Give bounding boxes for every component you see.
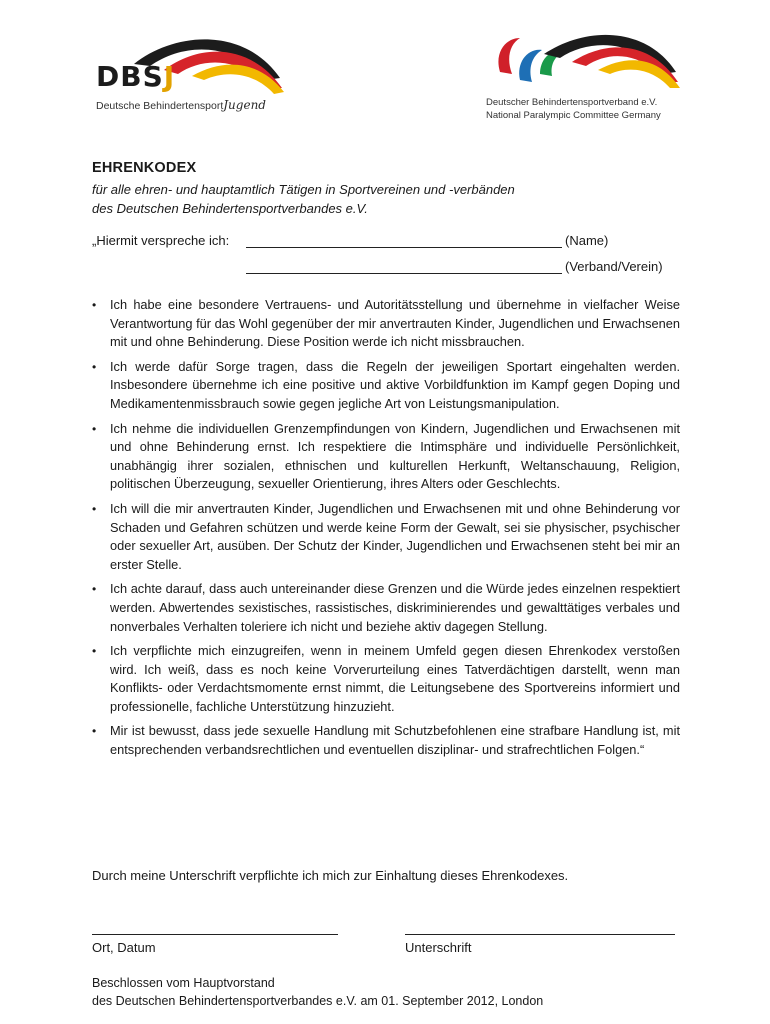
closing-statement: Durch meine Unterschrift verpflichte ich mich zur Einhaltung dieses Ehrenkodexes. [92,868,569,883]
bullet-text: Mir ist bewusst, dass jede sexuelle Handlung mit Schutzbefohlenen eine strafbare Handlung ist, mit entsprechenden verbandsrechtlichen und eventuellen disziplinar- und strafrechtlichen Folgen.“ [110,723,680,758]
list-item [90,500,680,574]
bullet-text: Ich achte darauf, dass auch untereinander diese Grenzen und die Würde jedes einzelnen respektiert werden. Abwertendes sexistisches, rassistisches, diskriminierendes und gewalttätiges verbales und nonverbales Verhalten toleriere ich nicht und beziehe aktiv dagegen Stellung. [110,581,680,634]
footer-line-1: Beschlossen vom Hauptvorstand [92,976,275,990]
verband-field-line[interactable] [246,273,562,274]
bullet-icon: • [92,501,97,516]
dbs-logo [486,28,686,123]
promise-section [92,233,712,283]
list-item [90,296,680,352]
list-item [90,722,680,759]
dbsj-logo [94,30,294,120]
subtitle-line-1: für alle ehren- und hauptamtlich Tätigen in Sportvereinen und -verbänden [92,182,515,197]
bullet-text: Ich will die mir anvertrauten Kinder, Jugendlichen und Erwachsenen mit und ohne Behinderung vor Schaden und Gefahren schützen und werde keine Form der Gewalt, sei sie physischer, psychischer oder sexueller Art, ausüben. Der Schutz der Kinder, Jugendlichen und Erwachsenen steht bei mir an erster Stelle. [110,500,680,572]
dbs-organization-name [486,96,661,122]
code-bullet-list [90,296,680,766]
dbs-name-en: National Paralympic Committee Germany [486,110,661,121]
list-item [90,358,680,414]
signature-field-line[interactable] [405,934,675,935]
signature-label: Unterschrift [405,940,472,955]
bullet-text: Ich werde dafür Sorge tragen, dass die Regeln der jeweiligen Sportart eingehalten werden. Insbesondere übernehme ich eine positive und aktive Vorbildfunktion im Kampf gegen Doping und Medikamentenmissbrauch sowie gegen jegliche Art von Leistungsmanipulation. [110,358,680,411]
name-field-label: (Name) [565,233,609,248]
dbsj-subline: Deutsche BehindertensportJugend [96,98,266,112]
list-item [90,580,680,636]
dbsj-wordmark: DBSJ [96,60,176,93]
bullet-icon: • [92,644,97,659]
dbs-swoosh-icon [486,28,686,92]
ort-datum-label: Ort, Datum [92,940,156,955]
footer-line-2: des Deutschen Behindertensportverbandes e.V. am 01. September 2012, London [92,993,544,1008]
ort-datum-field-line[interactable] [92,934,338,935]
document-subtitle [92,181,692,218]
list-item [90,642,680,716]
bullet-text: Ich verpflichte mich einzugreifen, wenn in meinem Umfeld gegen diesen Ehrenkodex verstoßen wird. Ich weiß, dass es noch keine Vorverurteilung eines Tatverdächtigen darstellt, wenn man Konflikts- oder Verdachtsmomente ernst nimmt, die Leitungsebene des Sportvereins informiert und professionelle, fachliche Unterstützung hinzuzieht. [110,643,680,714]
bullet-text: Ich habe eine besondere Vertrauens- und Autoritätsstellung und übernehme in vielfacher Weise Verantwortung für das Wohl gegenüber der mir anvertrauten Kinder, Jugendlichen und Erwachsenen mit und ohne Behinderung. Diese Position werde ich nicht missbrauchen. [110,297,680,350]
bullet-icon: • [92,582,97,597]
subtitle-line-2: des Deutschen Behindertensportverbandes e.V. [92,200,368,216]
bullet-icon: • [92,298,97,312]
name-field-line[interactable] [246,247,562,248]
bullet-icon: • [92,724,97,739]
bullet-icon: • [92,421,97,436]
document-title: EHRENKODEX [92,160,197,176]
bullet-text: Ich nehme die individuellen Grenzempfindungen von Kindern, Jugendlichen und Erwachsenen mit und ohne Behinderung ernst. Ich respektiere die Intimsphäre und individuelle Persönlichkeit, unabhängig ihrer sozialen, ethnischen und kulturellen Herkunft, Weltanschauung, Religion, politischen Überzeugung, sexueller Orientierung, ihres Alters oder Geschlechts. [110,420,680,492]
dbs-name-de: Deutscher Behindertensportverband e.V. [486,97,658,108]
bullet-icon: • [92,359,97,374]
footer-note [92,975,692,1010]
verband-field-label: (Verband/Verein) [565,259,663,274]
list-item [90,420,680,494]
promise-label: „Hiermit verspreche ich: [92,233,230,248]
